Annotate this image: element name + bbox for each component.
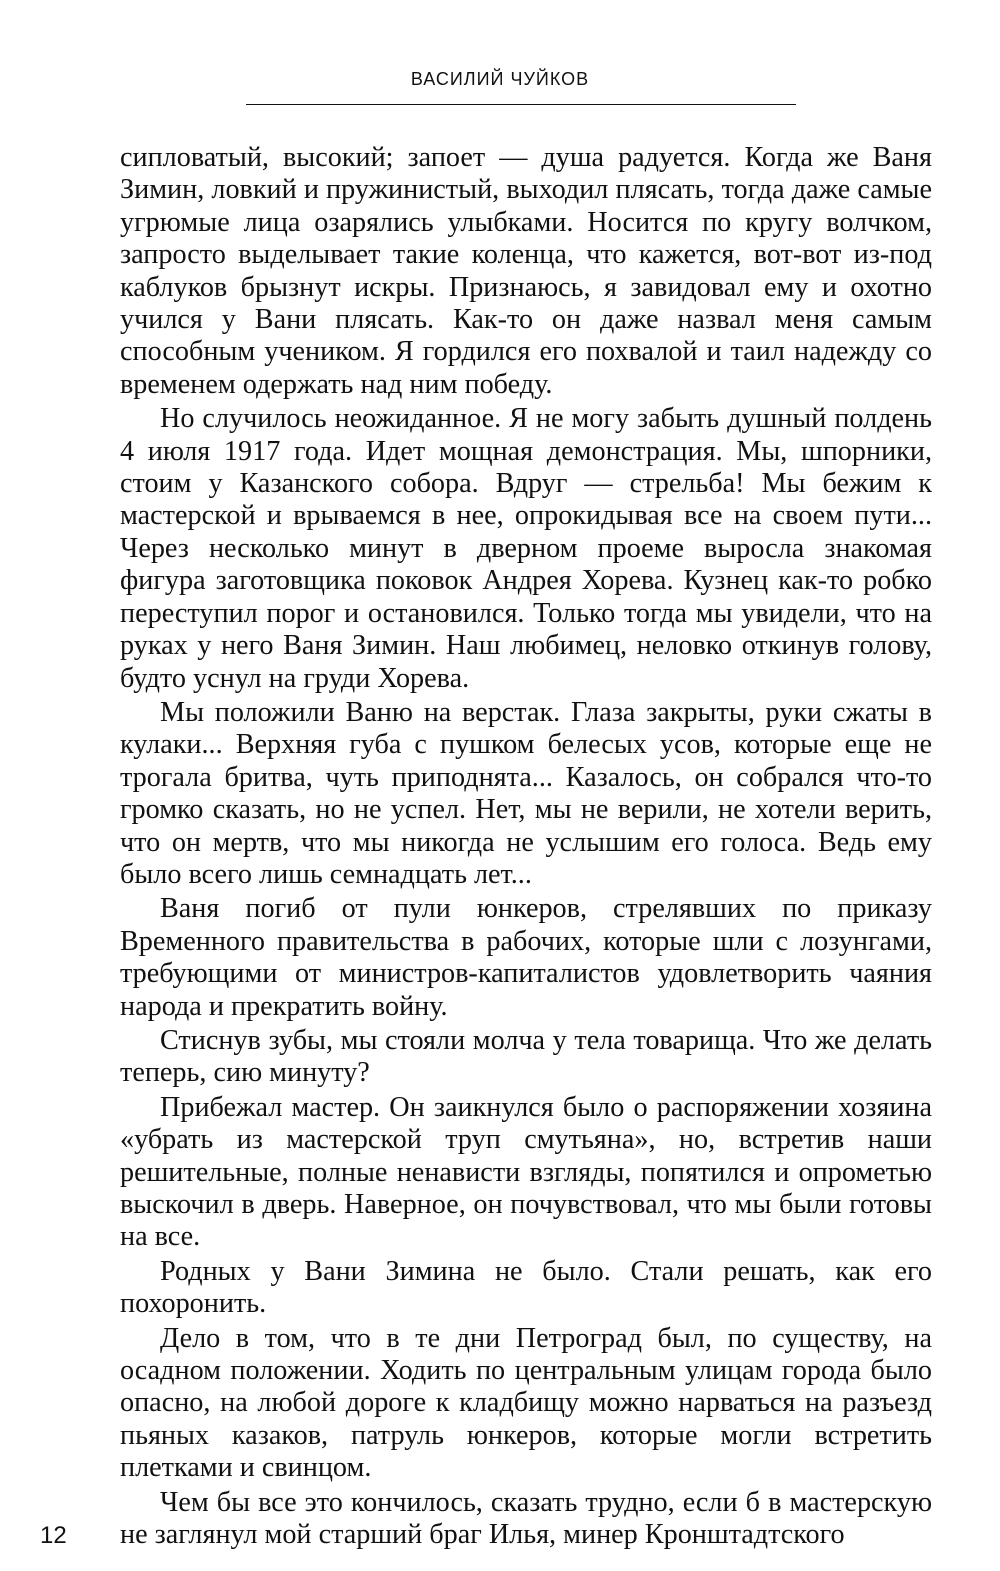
paragraph-8: Дело в том, что в те дни Петроград был, по существу, на осадном положении. Ходить по центральным улицам города было опасно, на любой дороге к кладбищу можно нарваться на разъезд пьяных казаков, патруль юнкеров, которые могли встретить плетками и свинцом. xyxy=(120,1322,932,1484)
paragraph-2: Но случилось неожиданное. Я не могу забыть душный полдень 4 июля 1917 года. Идет мощная демонстрация. Мы, шпорники, стоим у Казанского собора. Вдруг — стрельба! Мы бежим к мастерской и врываемся в нее, опрокидывая все на своем пути... Через несколько минут в дверном проеме выросла знакомая фигура заготовщика поковок Андрея Хорева. Кузнец как-то робко переступил порог и остановился. Только тогда мы увидели, что на руках у него Ваня Зимин. Наш любимец, неловко откинув голову, будто уснул на груди Хорева. xyxy=(120,403,932,694)
page-number: 12 xyxy=(40,1522,67,1549)
paragraph-6: Прибежал мастер. Он заикнулся было о распоряжении хозяина «убрать из мастерской труп смутьяна», но, встретив наши решительные, полные ненависти взгляды, попятился и опрометью выскочил в дверь. Наверное, он почувствовал, что мы были готовы на все. xyxy=(120,1091,932,1253)
running-header: ВАСИЛИЙ ЧУЙКОВ xyxy=(410,69,590,89)
paragraph-1: сипловатый, высокий; запоет — душа радуется. Когда же Ваня Зимин, ловкий и пружинистый, выходил плясать, тогда даже самые угрюмые лица озарялись улыбками. Носится по кругу волчком, запросто выделывает такие коленца, что кажется, вот-вот из-под каблуков брызнут искры. Признаюсь, я завидовал ему и охотно учился у Вани плясать. Как-то он даже назвал меня самым способным учеником. Я гордился его похвалой и таил надежду со временем одержать над ним победу. xyxy=(120,142,932,400)
paragraph-7: Родных у Вани Зимина не было. Стали решать, как его похоронить. xyxy=(120,1255,932,1320)
paragraph-4: Ваня погиб от пули юнкеров, стрелявших по приказу Временного правительства в рабочих, которые шли с лозунгами, требующими от министров-капиталистов удовлетворить чаяния народа и прекратить войну. xyxy=(120,893,932,1022)
paragraph-3: Мы положили Ваню на верстак. Глаза закрыты, руки сжаты в кулаки... Верхняя губа с пушком белесых усов, которые еще не трогала бритва, чуть приподнята... Казалось, он собрался что-то громко сказать, но не успел. Нет, мы не верили, не хотели верить, что он мертв, что мы никогда не услышим его голоса. Ведь ему было всего лишь семнадцать лет... xyxy=(120,696,932,890)
page-body-text xyxy=(120,142,932,1553)
paragraph-9: Чем бы все это кончилось, сказать трудно, если б в мастерскую не заглянул мой старший браг Илья, минер Кронштадтского xyxy=(120,1486,932,1551)
header-divider xyxy=(246,104,796,105)
paragraph-5: Стиснув зубы, мы стояли молча у тела товарища. Что же делать теперь, сию минуту? xyxy=(120,1024,932,1089)
